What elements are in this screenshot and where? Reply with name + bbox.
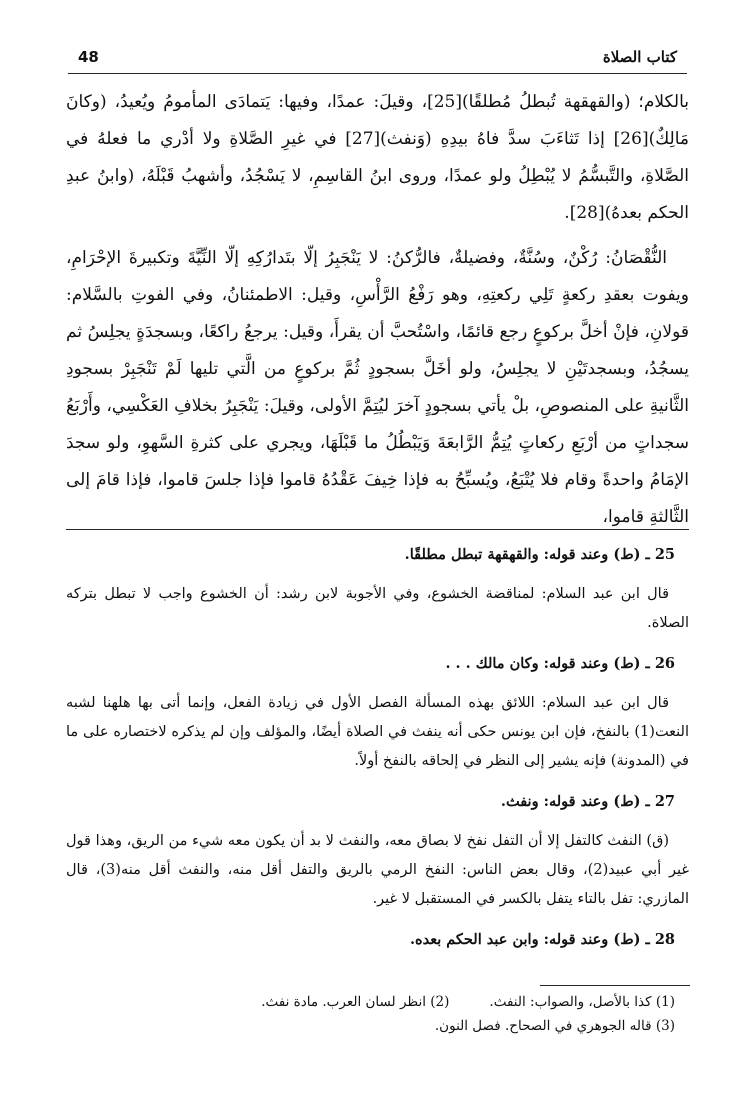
footnote-line-2 — [66, 1014, 675, 1038]
note-28-heading: 28 ـ (ط) وعند قوله: وابن عبد الحكم بعده. — [409, 931, 675, 948]
footnote-3: (3) قاله الجوهري في الصحاح. فصل النون. — [434, 1018, 675, 1034]
footnote-1: (1) كذا بالأصل، والصواب: النفث. — [489, 994, 675, 1010]
main-text — [66, 84, 689, 536]
footnote-rule — [540, 985, 690, 986]
note-25-body: قال ابن عبد السلام: لمناقضة الخشوع، وفي الأجوبة لابن رشد: أن الخشوع واجب لا تبطل بتركه الصلاة. — [66, 586, 689, 631]
book-title: كتاب الصلاة — [602, 48, 677, 66]
note-27-heading: 27 ـ (ط) وعند قوله: ونفث. — [500, 793, 675, 810]
note-25-heading: 25 ـ (ط) وعند قوله: والقهقهة تبطل مطلقًا. — [404, 546, 675, 563]
header-rule — [68, 73, 687, 74]
footnotes — [66, 990, 689, 1038]
main-paragraph-1: بالكلام؛ (والقهقهة تُبطلُ مُطلقًا)[25]، وقيلَ: عمدًا، وفيها: يَتمادَى المأمومُ ويُعيدُ، (وكانَ مَالِكٌ)[26] إذا تَثاءَبَ سدَّ فاهُ بيدِهِ (وَنفث)[27] في غيرِ الصَّلاةِ ولا أدْري ما فعلهُ في الصَّلاةِ، والتَّبسُّمُ لا يُبْطِلُ ولو عمدًا، وروى ابنُ القاسِمِ، لا يَسْجُدُ، وأشهبُ قَبْلَهُ، (وابنُ عبدِ الحكم بعدهُ)[28]. — [66, 92, 689, 223]
notes-separator — [66, 529, 689, 530]
footnote-line-1 — [66, 990, 675, 1014]
page-number: 48 — [78, 48, 99, 66]
footnote-2: (2) انظر لسان العرب. مادة نفث. — [261, 994, 450, 1010]
commentary-notes — [66, 540, 689, 965]
note-27-body: (ق) النفث كالتفل إلا أن التفل نفخ لا بصاق معه، والنفث لا بد أن يكون معه شيء من الريق، وهذا قول غير أبي عبيد(2)، وقال بعض الناس: النفخ الرمي بالريق والتفل أقل منه، والنفث أقل منه(3)، قال المازري: تفل بالتاء يتفل بالكسر في المستقبل لا غير. — [66, 833, 689, 907]
note-26-heading: 26 ـ (ط) وعند قوله: وكان مالك . . . — [445, 655, 675, 672]
main-paragraph-2: النُّقْصَانُ: رُكْنٌ، وسُنَّةٌ، وفضيلةٌ، فالرُّكنُ: لا يَنْجَبِرُ إلّا بتَدارُكِهِ إلّا النِّيَّةَ وتكبيرةَ الإحْرَامِ، ويفوت بعقدِ ركعةٍ تَلِي ركعتِهِ، وهو رَفْعُ الرَّأْسِ، وقيل: الاطمئنانُ، وفي الفوتِ بالسَّلام: قولانِ، فإنْ أخلَّ بركوعٍ رجع قائمًا، واسْتُحبَّ أن يقرأَ، وقيل: يرجعُ راكعًا، وبسجدَةٍ يجلِسُ ثم يسجُدُ، وبسجدتَيْنِ لا يجلِسُ، ولو أخَلَّ بسجودٍ ثُمَّ بركوعٍ من الَّتي تليها لَمْ تَنْجَبِرْ بسجودِ الثَّانيةِ على المنصوصِ، بلْ يأتي بسجودٍ آخرَ ليُتِمَّ الأولى، وقيلَ: يَنْجَبِرُ بخلافِ العَكْسِي، وأَرْبَعُ سجداتٍ من أرْبَعِ ركعاتٍ يُتِمُّ الرَّابعَةَ وَيَبْطُلُ ما قَبْلَهَا، ويجري على كثرةِ السَّهوِ، ولو سجدَ الإمَامُ واحدةً وقام فلا يُتْبَعُ، ويُسبِّحُ به فإذا خِيفَ عَقْدُهُ قاموا فإذا جلسَ قاموا، فإذا قامَ إلى الثَّالثةِ قاموا، — [66, 248, 689, 527]
note-26-body: قال ابن عبد السلام: اللائق بهذه المسألة الفصل الأول في زيادة الفعل، وإنما أتى بها هلهنا لشبه النعت(1) بالنفخ، فإن ابن يونس حكى أنه ينفث في الصلاة أيضًا، والمؤلف وإن لم يذكره لاختصاره على ما في (المدونة) فإنه يشير إلى النظر في إلحاقه بالنفخ أولاً. — [66, 695, 689, 769]
running-header — [78, 44, 677, 70]
